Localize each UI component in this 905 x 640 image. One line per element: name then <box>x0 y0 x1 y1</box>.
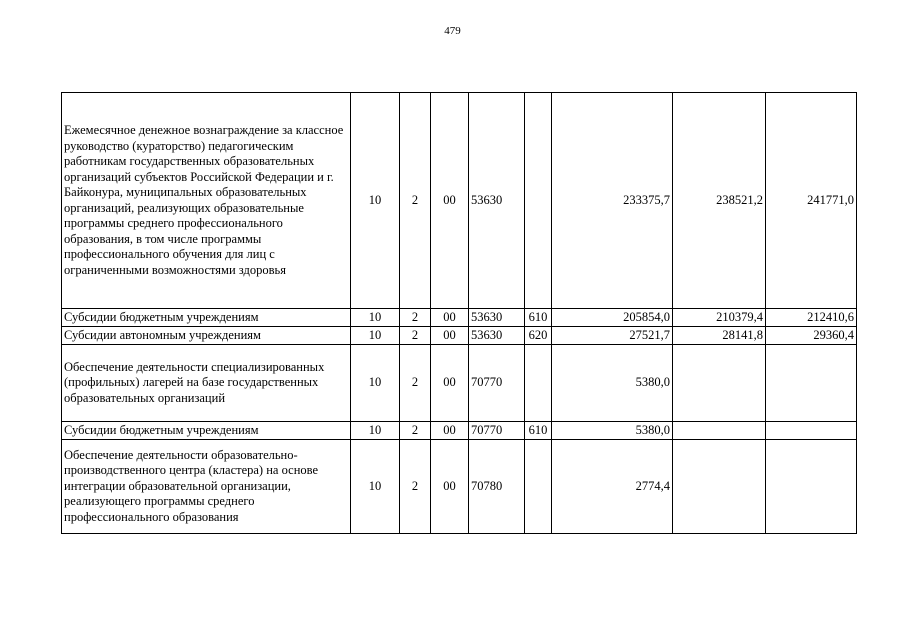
row-name: Субсидии автономным учреждениям <box>64 327 261 342</box>
year2-amount-cell <box>673 345 766 422</box>
expense-type-cell <box>525 93 552 309</box>
expense-type-cell: 610 <box>525 309 552 327</box>
subsection-code-cell: 2 <box>400 327 431 345</box>
year1-amount-cell: 5380,0 <box>552 422 673 440</box>
row-name: Обеспечение деятельности образовательно-производственного центра (кластера) на основе интеграции образовательной организации, реализующего программы среднего профессионального образования <box>64 447 319 524</box>
row-name: Субсидии бюджетным учреждениям <box>64 309 259 324</box>
target-article-part1-cell: 00 <box>431 327 469 345</box>
row-name-cell <box>62 309 351 327</box>
target-article-part1-cell: 00 <box>431 422 469 440</box>
row-name: Ежемесячное денежное вознаграждение за классное руководство (кураторство) педагогическим работникам государственных образовательных организаций субъектов Российской Федерации и г. Байконура, муниципальных образовательных организаций, реализующих образовательные программы среднего профессионального образования, в том числе программы профессионального обучения для лиц с ограниченными возможностями здоровья <box>64 123 344 277</box>
row-name: Субсидии бюджетным учреждениям <box>64 422 259 437</box>
year2-amount-cell <box>673 440 766 534</box>
table-row <box>62 440 857 534</box>
target-article-part2-cell: 70770 <box>469 422 525 440</box>
budget-table <box>61 92 857 534</box>
row-name-cell <box>62 345 351 422</box>
year2-amount-cell: 238521,2 <box>673 93 766 309</box>
row-name-cell <box>62 93 351 309</box>
row-name-cell <box>62 327 351 345</box>
subsection-code-cell: 2 <box>400 422 431 440</box>
target-article-part1-cell: 00 <box>431 345 469 422</box>
target-article-part1-cell: 00 <box>431 93 469 309</box>
expense-type-cell: 620 <box>525 327 552 345</box>
year3-amount-cell <box>766 440 857 534</box>
expense-type-cell: 610 <box>525 422 552 440</box>
year3-amount-cell: 241771,0 <box>766 93 857 309</box>
year1-amount-cell: 27521,7 <box>552 327 673 345</box>
table-row <box>62 93 857 309</box>
target-article-part2-cell: 70780 <box>469 440 525 534</box>
year2-amount-cell: 28141,8 <box>673 327 766 345</box>
year1-amount-cell: 5380,0 <box>552 345 673 422</box>
year3-amount-cell: 212410,6 <box>766 309 857 327</box>
year2-amount-cell <box>673 422 766 440</box>
target-article-part2-cell: 70770 <box>469 345 525 422</box>
section-code-cell: 10 <box>351 309 400 327</box>
subsection-code-cell: 2 <box>400 440 431 534</box>
year1-amount-cell: 2774,4 <box>552 440 673 534</box>
year3-amount-cell <box>766 422 857 440</box>
table-row <box>62 345 857 422</box>
expense-type-cell <box>525 440 552 534</box>
section-code-cell: 10 <box>351 345 400 422</box>
section-code-cell: 10 <box>351 440 400 534</box>
year3-amount-cell: 29360,4 <box>766 327 857 345</box>
subsection-code-cell: 2 <box>400 93 431 309</box>
row-name: Обеспечение деятельности специализированных (профильных) лагерей на базе государственных образовательных организаций <box>64 359 325 405</box>
table-row <box>62 422 857 440</box>
target-article-part1-cell: 00 <box>431 440 469 534</box>
subsection-code-cell: 2 <box>400 345 431 422</box>
target-article-part2-cell: 53630 <box>469 327 525 345</box>
expense-type-cell <box>525 345 552 422</box>
target-article-part2-cell: 53630 <box>469 93 525 309</box>
year1-amount-cell: 233375,7 <box>552 93 673 309</box>
subsection-code-cell: 2 <box>400 309 431 327</box>
row-name-cell <box>62 422 351 440</box>
target-article-part2-cell: 53630 <box>469 309 525 327</box>
year2-amount-cell: 210379,4 <box>673 309 766 327</box>
section-code-cell: 10 <box>351 93 400 309</box>
year1-amount-cell: 205854,0 <box>552 309 673 327</box>
page-number: 479 <box>444 25 461 37</box>
row-name-cell <box>62 440 351 534</box>
year3-amount-cell <box>766 345 857 422</box>
table-row <box>62 327 857 345</box>
section-code-cell: 10 <box>351 422 400 440</box>
target-article-part1-cell: 00 <box>431 309 469 327</box>
table-row <box>62 309 857 327</box>
section-code-cell: 10 <box>351 327 400 345</box>
